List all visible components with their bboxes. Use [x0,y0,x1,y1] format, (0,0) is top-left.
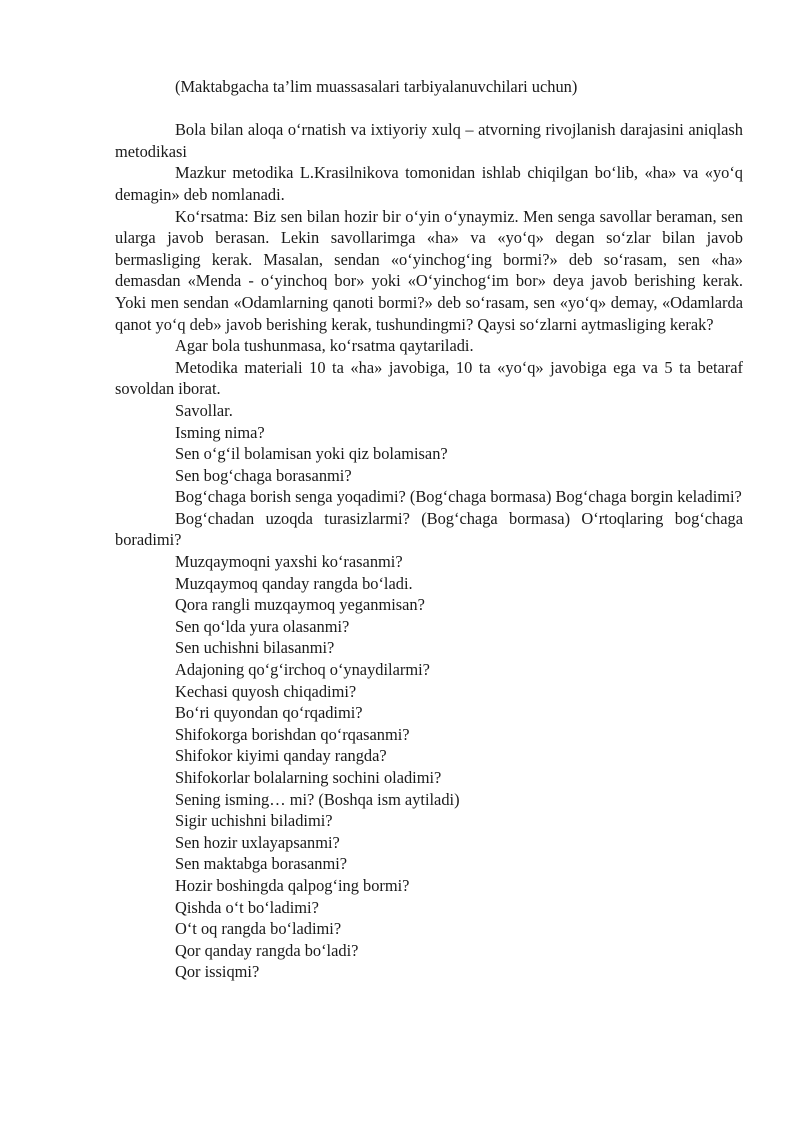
method-author-paragraph: Mazkur metodika L.Krasilnikova tomonidan ishlab chiqilgan bo‘lib, «ha» va «yo‘q demagin» deb nomlanadi. [115,163,743,204]
question-item: Kechasi quyosh chiqadimi? [175,681,357,701]
question-item: Muzqaymoq qanday rangda bo‘ladi. [175,573,413,593]
question-item: Qora rangli muzqaymoq yeganmisan? [175,595,425,615]
question-item: Bog‘chadan uzoqda turasizlarmi? (Bog‘chaga bormasa) O‘rtoqlaring bog‘chaga boradimi? [115,508,743,550]
question-item: Bo‘ri quyondan qo‘rqadimi? [175,703,363,723]
question-item: Sen maktabga borasanmi? [175,854,348,874]
question-item: Shifokorlar bolalarning sochini oladimi? [175,768,442,787]
question-item: Isming nima? [175,422,265,442]
question-item: Sen bog‘chaga borasanmi? [175,465,352,485]
question-item: Shifokorga borishdan qo‘rqasanmi? [175,724,410,744]
question-item: Shifokor kiyimi qanday rangda? [175,746,387,766]
question-item: O‘t oq rangda bo‘ladimi? [175,919,342,939]
document-subtitle: (Maktabgacha ta’lim muassasalari tarbiyalanuvchilari uchun) [175,77,578,96]
question-item: Muzqaymoqni yaxshi ko‘rasanmi? [175,552,403,572]
question-item: Sen uchishni bilasanmi? [175,638,335,658]
question-item: Sigir uchishni biladimi? [175,811,333,831]
question-item: Sen hozir uxlayapsanmi? [175,832,340,852]
question-item: Qishda o‘t bo‘ladimi? [175,897,319,917]
question-item: Adajoning qo‘g‘irchoq o‘ynaydilarmi? [175,660,430,680]
question-item: Sen qo‘lda yura olasanmi? [175,616,350,636]
repeat-note: Agar bola tushunmasa, ko‘rsatma qaytariladi. [175,336,474,356]
document-page [115,76,743,983]
question-item: Sening isming… mi? (Boshqa ism aytiladi) [175,789,460,809]
questions-list [115,422,743,983]
question-item: Sen o‘g‘il bolamisan yoki qiz bolamisan? [175,444,448,464]
question-item: Qor issiqmi? [175,962,260,982]
question-item: Bog‘chaga borish senga yoqadimi? (Bog‘chaga bormasa) Bog‘chaga borgin keladimi? [175,487,742,507]
instruction-paragraph: Ko‘rsatma: Biz sen bilan hozir bir o‘yin o‘ynaymiz. Men senga savollar beraman, sen ularga javob berasan. Lekin savollarimga «ha» va «yo‘q» degan so‘zlar bilan javob bermasliging kerak. Masalan, sendan «o‘yinchog‘ing bormi?» deb so‘rasam, sen «ha» demasdan «Menda - o‘yinchoq bor» yoki «O‘yinchog‘im bor» deya javob berishing kerak. Yoki men sendan «Odamlarning qanoti bormi?» deb so‘rasam, sen «yo‘q» demay, «Odamlarda qanot yo‘q deb» javob berishing kerak, tushundingmi? Qaysi so‘zlarni aytmasliging kerak? [115,206,743,334]
method-title: Bola bilan aloqa o‘rnatish va ixtiyoriy xulq – atvorning rivojlanish darajasini aniqlash metodikasi [115,120,743,161]
questions-heading: Savollar. [175,400,233,420]
question-item: Qor qanday rangda bo‘ladi? [175,940,359,960]
material-note: Metodika materiali 10 ta «ha» javobiga, 10 ta «yo‘q» javobiga ega va 5 ta betaraf sovoldan iborat. [115,357,743,399]
question-item: Hozir boshingda qalpog‘ing bormi? [175,875,410,895]
